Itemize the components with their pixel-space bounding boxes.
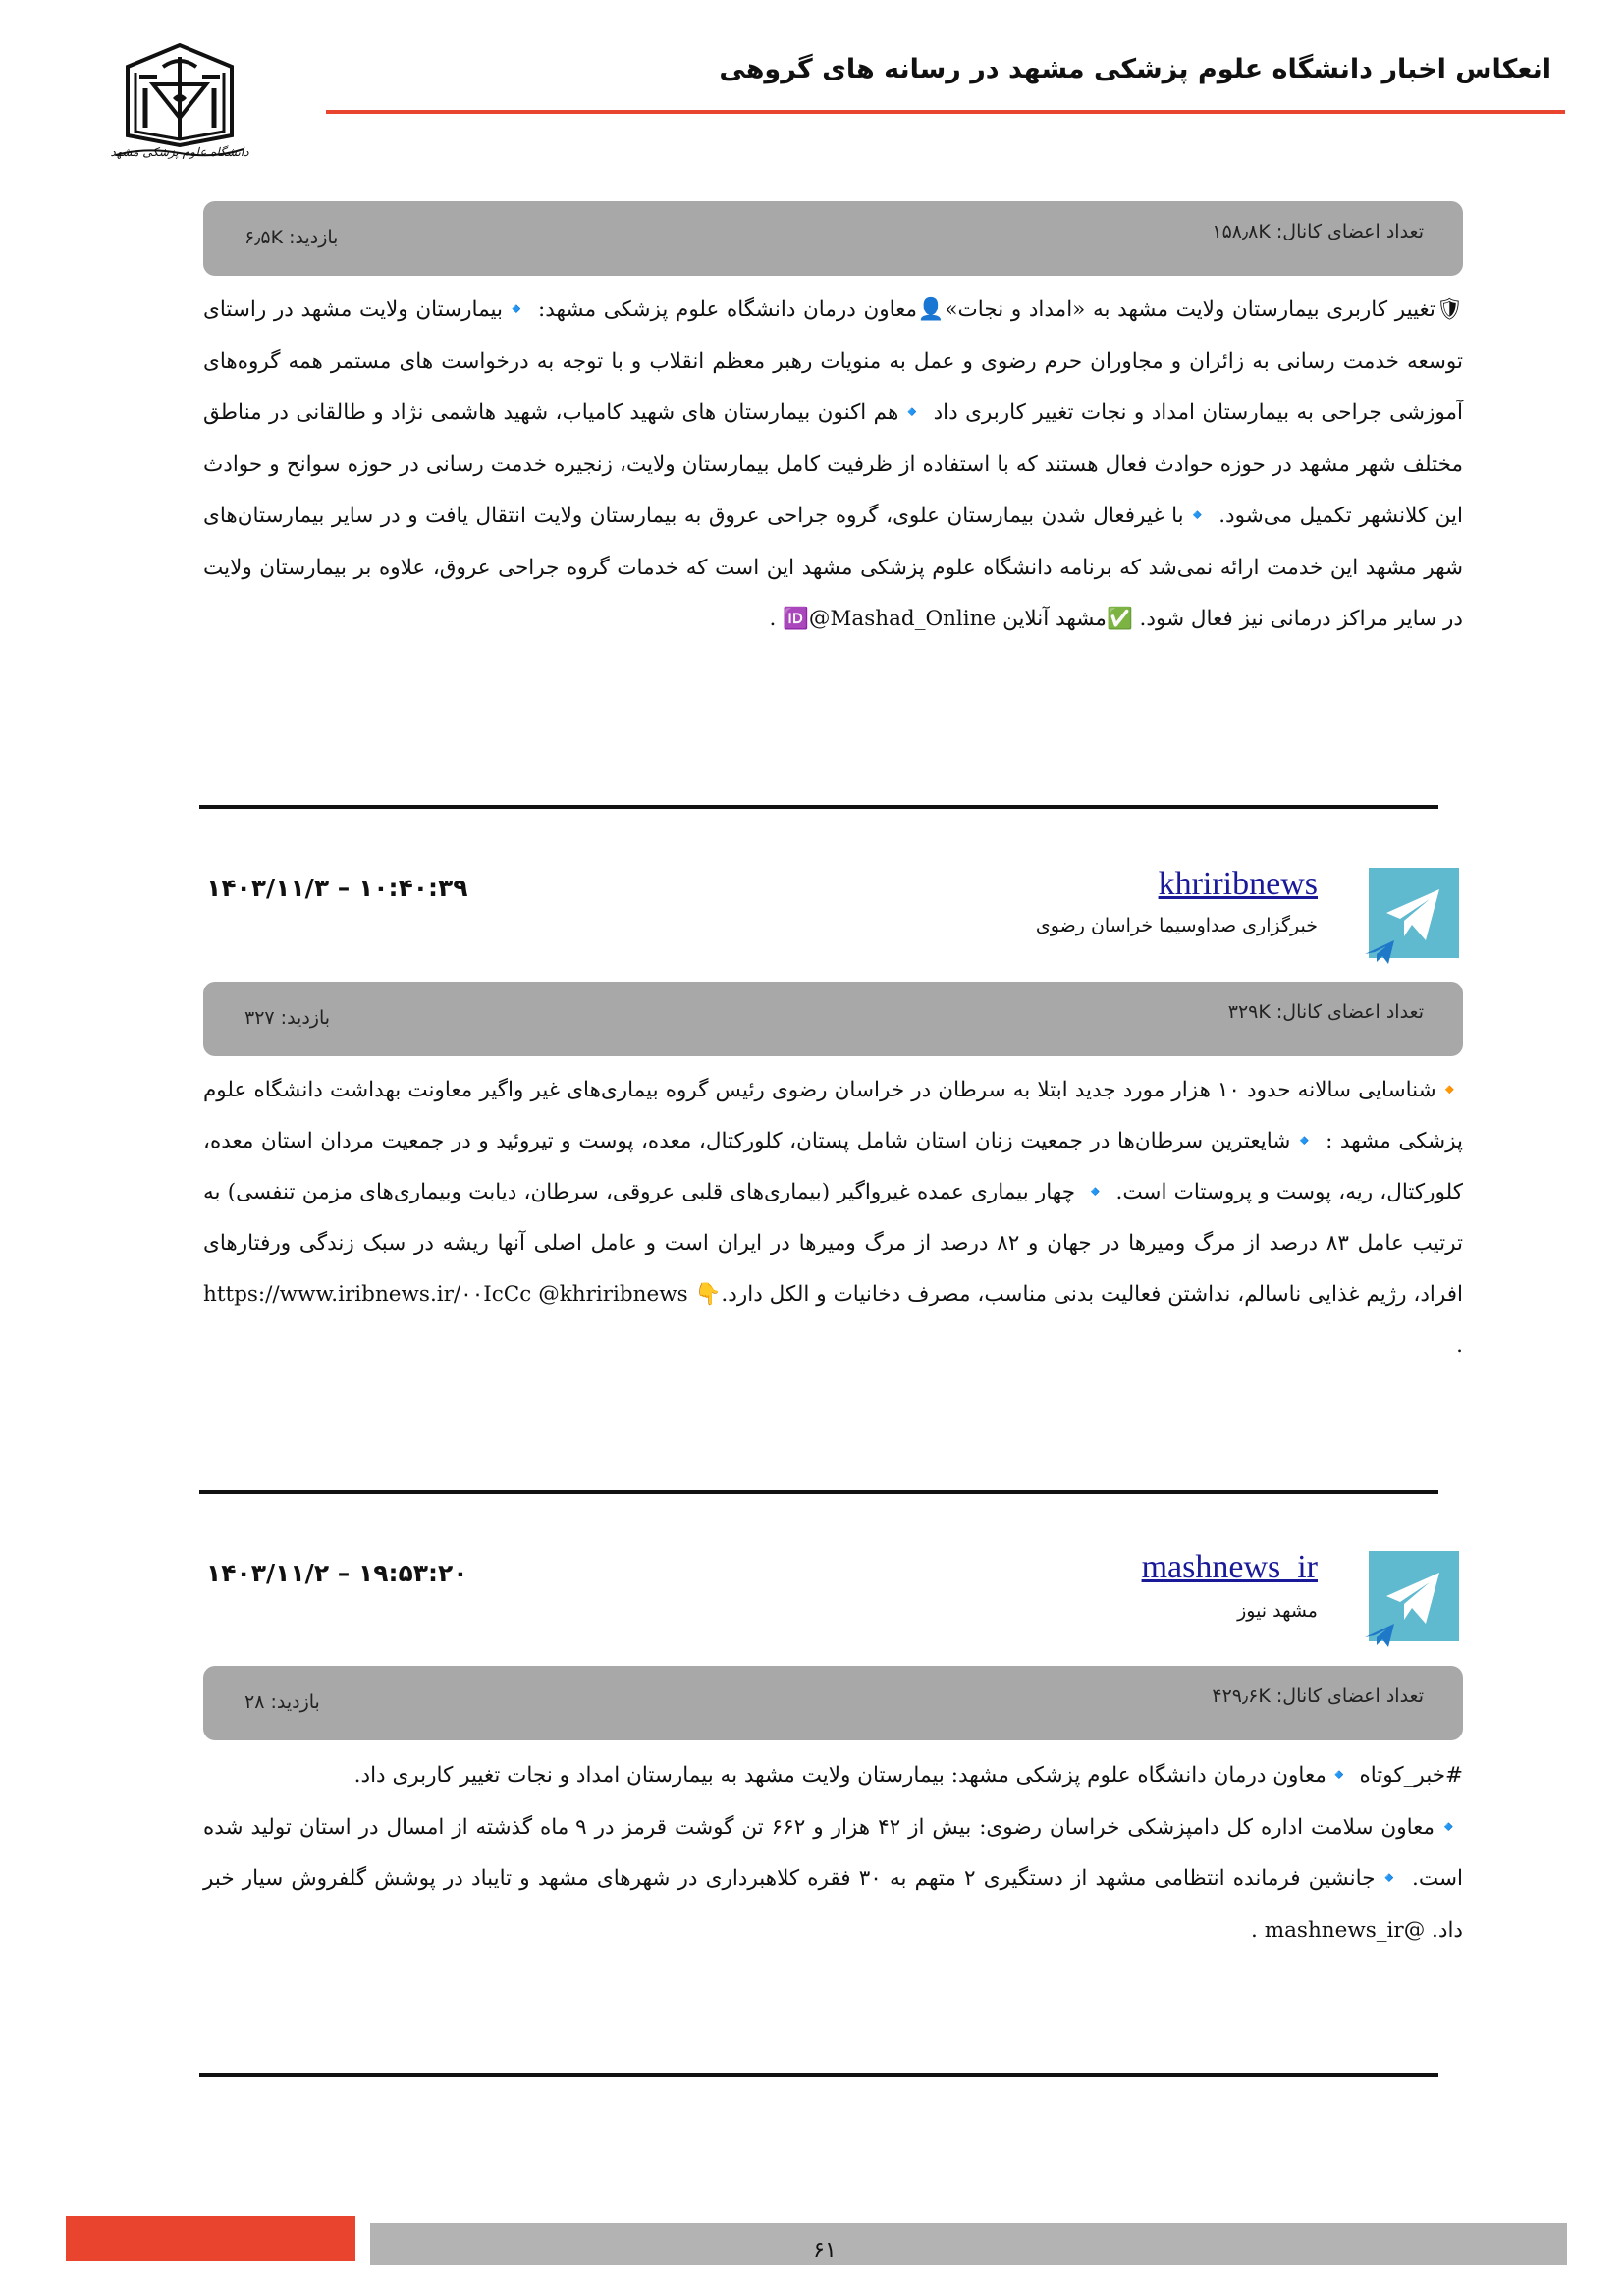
page-number: ۶۱	[813, 2238, 837, 2263]
post-divider	[199, 805, 1438, 809]
post-datetime: ۱۴۰۳/۱۱/۳ – ۱۰:۴۰:۳۹	[206, 874, 468, 902]
header-divider	[326, 110, 1565, 114]
post-body	[203, 285, 1463, 646]
document-title: انعکاس اخبار دانشگاه علوم پزشکی مشهد در رسانه های گروهی	[719, 54, 1551, 84]
post-text-line: #خبر_کوتاه 🔹معاون درمان دانشگاه علوم پزشکی مشهد: بیمارستان ولایت مشهد به بیمارستان امداد و نجات تغییر کاربری داد.	[353, 1763, 1463, 1788]
post-stats-bar	[203, 1666, 1463, 1740]
post-text: 🛡تغییر کاربری بیمارستان ولایت مشهد به «امداد و نجات»👤معاون درمان دانشگاه علوم پزشکی مشهد: 🔹بیمارستان ولایت مشهد در راستای توسعه خدمت رسانی به زائران و مجاوران حرم رضوی و عمل به منویات رهبر معظم انقلاب و با توجه به درخواست های مستمر همه گروه‌های آموزشی جراحی به بیمارستان امداد و نجات تغییر کاربری داد 🔹هم اکنون بیمارستان های شهید کامیاب، شهید هاشمی نژاد و طالقانی در مناطق مختلف شهر مشهد در حوزه حوادث فعال هستند که با استفاده از ظرفیت کامل بیمارستان ولایت، زنجیره خدمت رسانی در حوزه سوانح و حوادث این کلانشهر تکمیل می‌شود. 🔹با غیرفعال شدن بیمارستان علوی، گروه جراحی عروق به بیمارستان ولایت انتقال یافت و در سایر بیمارستان‌های شهر مشهد این خدمت ارائه نمی‌شد که برنامه دانشگاه علوم پزشکی مشهد این است که خدمات گروه جراحی عروق، علاوه بر بیمارستان ولایت در سایر مراکز درمانی نیز فعال شود. ✅مشهد آنلاین 🆔@Mashad_Online .	[203, 297, 1463, 631]
post-text-line: 🔹معاون سلامت اداره کل دامپزشکی خراسان رضوی: بیش از ۴۲ هزار و ۶۶۲ تن گوشت قرمز در ۹ ماه گذشته از امسال در استان تولید شده است. 🔹جانشین فرمانده انتظامی مشهد از دستگیری ۲ متهم به ۳۰ فقره کلاهبرداری در شهرهای مشهد و تایباد در پوشش گلفروش سیار خبر داد. @mashnews_ir .	[203, 1814, 1464, 1943]
footer-accent-bar	[66, 2216, 355, 2261]
post-divider	[199, 1490, 1438, 1494]
post-stats-bar	[203, 982, 1463, 1056]
post-datetime: ۱۴۰۳/۱۱/۲ – ۱۹:۵۳:۲۰	[206, 1559, 468, 1587]
channel-members-count: تعداد اعضای کانال: ۱۵۸٫۸K	[1212, 221, 1424, 242]
logo-caption: دانشگاه علوم پزشکی مشهد	[110, 145, 249, 159]
footer-bar	[370, 2223, 1567, 2265]
telegram-icon	[1365, 1551, 1459, 1649]
channel-name-link[interactable]: khriribnews	[1158, 866, 1318, 902]
university-logo	[106, 37, 253, 170]
post-body	[203, 1065, 1463, 1371]
channel-name-link[interactable]: mashnews_ir	[1141, 1549, 1318, 1585]
views-count: بازدید: ۳۲۷	[244, 1007, 331, 1029]
post-stats-bar	[203, 201, 1463, 276]
channel-members-count: تعداد اعضای کانال: ۳۲۹K	[1227, 1001, 1424, 1023]
post-divider	[199, 2073, 1438, 2077]
views-count: بازدید: ۲۸	[244, 1691, 320, 1713]
views-count: بازدید: ۶٫۵K	[244, 227, 339, 248]
channel-subtitle: خبرگزاری صداوسیما خراسان رضوی	[1035, 915, 1318, 936]
post-body	[203, 1750, 1463, 1956]
telegram-icon	[1365, 868, 1459, 966]
post-text: 🔸شناسایی سالانه حدود ۱۰ هزار مورد جدید ابتلا به سرطان در خراسان رضوی رئیس گروه بیماری‌های غیر واگیر معاونت بهداشت دانشگاه علوم پزشکی مشهد : 🔹شایعترین سرطان‌ها در جمعیت زنان استان شامل پستان، کلورکتال، معده، پوست و تیروئید و در جمعیت مردان استان معده، کلورکتال، ریه، پوست و پروستات است. 🔹 چهار بیماری عمده غیرواگیر (بیماری‌های قلبی عروقی، سرطان، دیابت وبیماری‌های مزمن تنفسی) به ترتیب عامل ۸۳ درصد از مرگ ومیرها در جهان و ۸۲ درصد از مرگ ومیرها در ایران است و عامل اصلی آنها ریشه در سبک زندگی ورفتارهای افراد، رژیم غذایی ناسالم، نداشتن فعالیت بدنی مناسب، مصرف دخانیات و الکل دارد.👇 https://www.iribnews.ir/۰۰IcCc @khriribnews .	[203, 1078, 1463, 1358]
channel-subtitle: مشهد نیوز	[1237, 1600, 1318, 1622]
channel-members-count: تعداد اعضای کانال: ۴۲۹٫۶K	[1212, 1685, 1424, 1707]
